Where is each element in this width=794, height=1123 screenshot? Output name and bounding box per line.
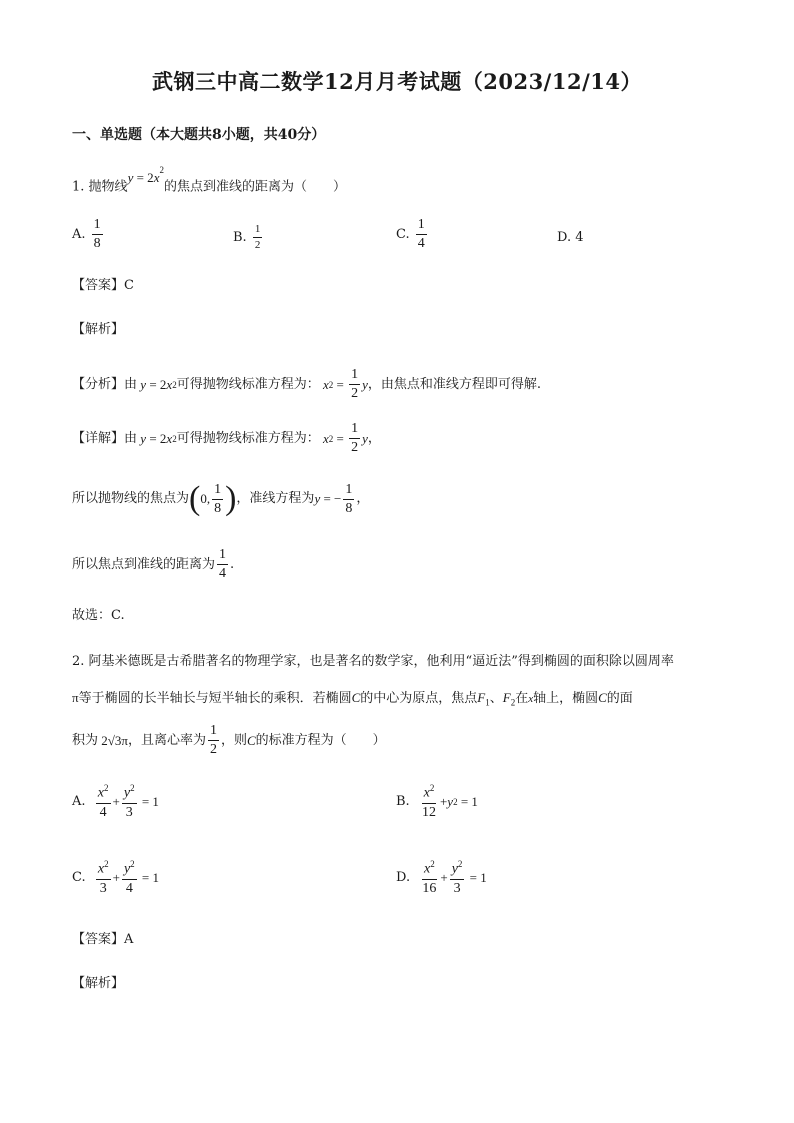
q1-answer [72,276,134,296]
q1-focus-line: 所以抛物线的焦点为 ( 0, $\frac{1}{8}$ ) ，准线方程为 y = − $\frac{1}{8}$ ， [72,480,370,517]
answer-value: C [124,278,134,293]
detail-label: 【详解】 [72,430,125,446]
text: 的面 [606,691,633,706]
answer-label: 【答案】 [72,278,125,293]
q2-option-a: A. $\frac{x^2}{4}$ + $\frac{y^2}{3}$ = 1 [72,783,159,820]
q1-option-d: D. 4 [557,230,584,245]
text: 在 [515,691,529,706]
text: ，且离心率为 [127,732,206,748]
option-label: B. [396,793,410,809]
text: 、 [489,691,503,706]
q1-distance-line: 所以焦点到准线的距离为 $\frac{1}{4}$ . [72,547,235,581]
text: 轴上，椭圆 [533,691,599,706]
q1-option-c-value: $\frac{1}{4}$ [417,217,425,251]
q2-stem-line1 [72,652,674,672]
option-label: D. [396,869,411,885]
text: 的中心为原点，焦点 [360,691,478,706]
answer-label: 【答案】 [72,932,125,947]
text: ，则 [220,732,247,748]
text: 可得抛物线标准方程为： [176,430,320,446]
text: 积为 [72,732,99,748]
text: ，由焦点和准线方程即可得解. [367,376,541,392]
q2-option-b: B. $\frac{x^2}{12}$ + y 2 = 1 [396,783,478,820]
text: 所以焦点到准线的距离为 [72,556,216,572]
text: 由 [124,430,138,446]
q1-stem: 1. 抛物线$y = 2x^2$的焦点到准线的距离为（ ） [72,165,346,195]
q2-stem-line3: 积为 2√3π ，且离心率为 $\frac{1}{2}$ ，则 C 的标准方程为（ ） [72,723,386,757]
text: . [230,556,235,572]
text: 所以抛物线的焦点为 [72,491,190,506]
text: 阿基米德既是古希腊著名的物理学家，也是著名的数学家，他利用“逼近法”得到椭圆的面积除以圆周率 [88,654,674,669]
q2-number: 2. [72,654,85,669]
option-label: C. [396,227,410,242]
q1-option-c [396,218,429,251]
text: ，准线方程为 [236,491,315,506]
text: 由 [124,376,138,392]
text: ， [367,430,381,446]
q2-option-d: D. $\frac{x^2}{16}$ + $\frac{y^2}{3}$ = 1 [396,859,487,896]
q1-option-a [72,218,105,251]
q1-fenxi: 【分析】 由 y = 2 x 2 可得抛物线标准方程为： x 2 = $\frac{1}{2}$ y ，由焦点和准线方程即可得解. [72,367,541,401]
text: 等于椭圆的长半轴长与短半轴长的乘积．若椭圆 [78,691,352,706]
text: 的标准方程为（ ） [255,732,386,748]
option-label: C. [72,869,86,885]
option-label: A. [72,793,86,809]
text: ， [356,491,370,506]
fenxi-label: 【分析】 [72,376,125,392]
q2-option-c: C. $\frac{x^2}{3}$ + $\frac{y^2}{4}$ = 1 [72,859,160,896]
q2-answer [72,930,133,950]
q2-stem-line2: π等于椭圆的长半轴长与短半轴长的乘积．若椭圆C的中心为原点，焦点$F_1$、$F_2$在x轴上，椭圆C的面 [72,690,633,708]
q1-number: 1. [72,179,85,195]
q1-option-b-value: $\frac{1}{2}$ [254,223,261,251]
answer-value: A [124,932,134,947]
q2-analysis-label: 【解析】 [72,976,125,991]
q1-option-b [233,224,264,251]
q1-analysis-label: 【解析】 [72,322,125,337]
q1-detail: 【详解】 由 y = 2 x 2 可得抛物线标准方程为： x 2 = $\frac{1}{2}$ y ， [72,421,381,455]
q1-stem-text-b: 的焦点到准线的距离为（ ） [163,179,346,195]
option-label: B. [233,230,247,245]
option-label: A. [72,227,86,242]
text: 可得抛物线标准方程为： [176,376,320,392]
q1-conclusion: 故选：C. [72,608,125,623]
page-title: 武钢三中高二数学12月月考试题（2023/12/14） [152,69,642,94]
q1-option-a-value: $\frac{1}{8}$ [93,217,101,251]
q1-stem-text-a: 抛物线 [88,179,128,195]
q1-stem-formula: y [127,170,134,186]
section-heading: 一、单选题（本大题共8小题，共40分） [72,127,326,143]
